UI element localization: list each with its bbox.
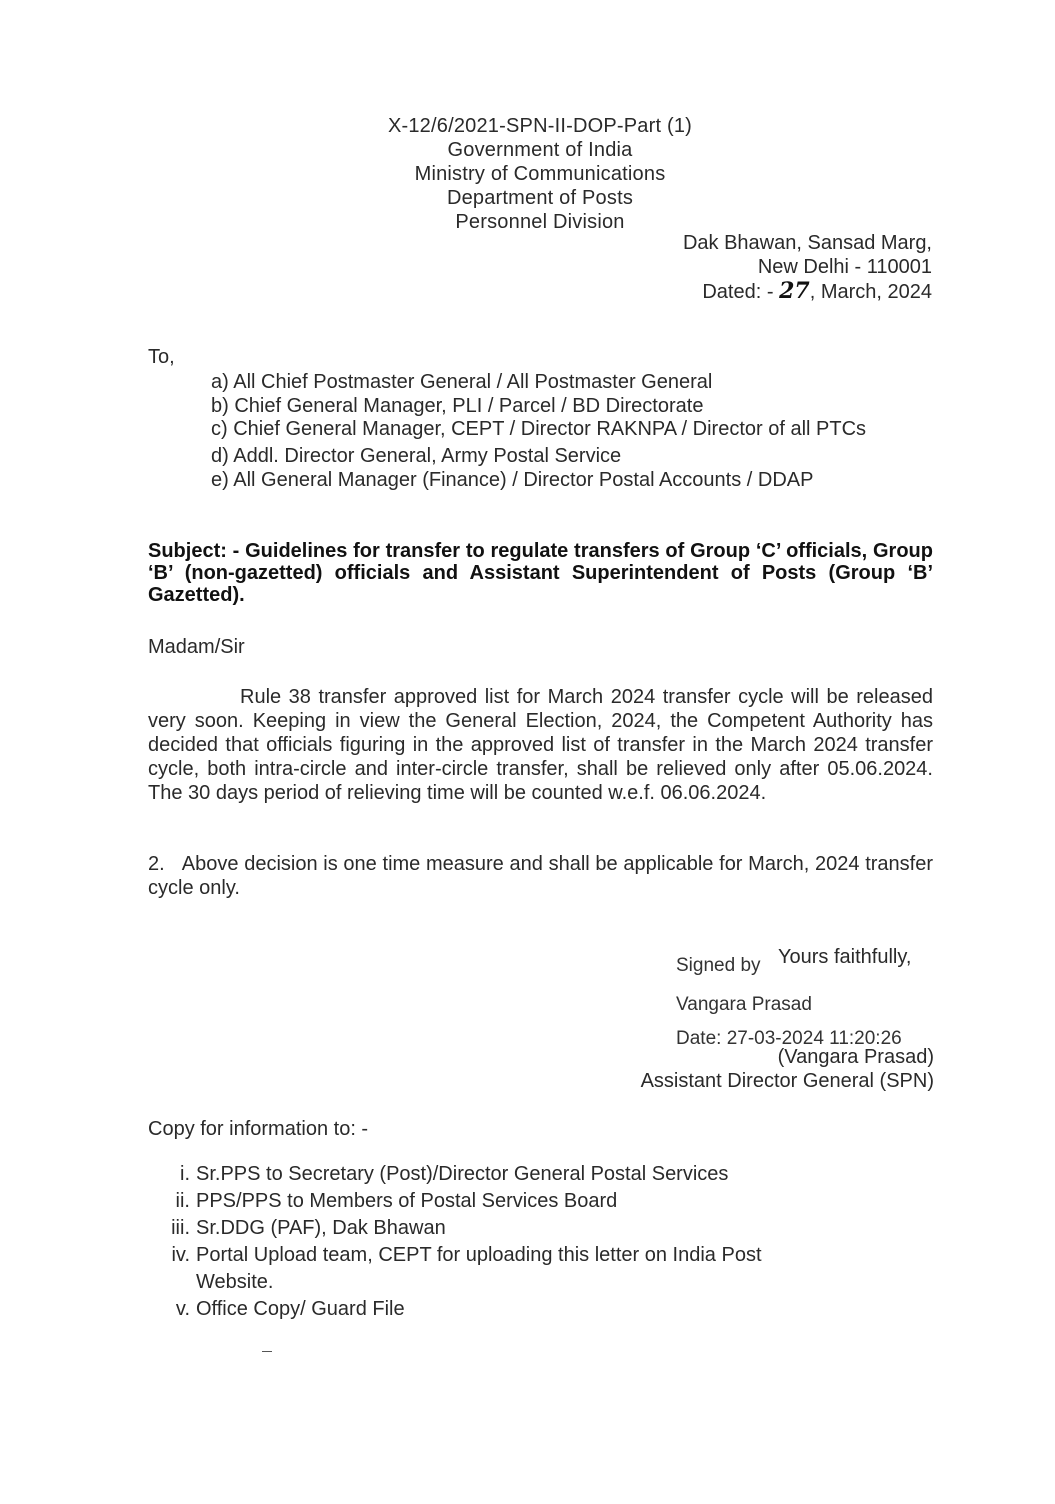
subject: Subject: - Guidelines for transfer to regulate transfers of Group ‘C’ officials, Group ‘B’ (non-gazetted) officials and Assistant Superintendent of Posts (Group ‘B’ Gazetted). [148, 540, 933, 606]
office-address [560, 231, 932, 304]
digital-signature-date: Date: 27-03-2024 11:20:26 [676, 1028, 902, 1049]
signatory-name: (Vangara Prasad) [777, 1046, 934, 1068]
date-prefix: Dated: - [702, 281, 774, 303]
recipient-item: b) Chief General Manager, PLI / Parcel / BD Directorate [211, 395, 704, 417]
handwritten-date: 27 [779, 278, 810, 304]
address-line-2: New Delhi - 110001 [757, 256, 932, 278]
letter-header [300, 114, 780, 234]
date-suffix: March, 2024 [820, 281, 932, 303]
list-item: iv. Portal Upload team, CEPT for uploading this letter on India Post [171, 1244, 762, 1266]
list-item: i. Sr.PPS to Secretary (Post)/Director General Postal Services [180, 1163, 729, 1185]
copy-list [160, 1162, 880, 1324]
paragraph-2-text: Above decision is one time measure and shall be applicable for March, 2024 transfer cycle only. [148, 853, 933, 899]
recipient-item: a) All Chief Postmaster General / All Postmaster General [211, 371, 713, 393]
closing: Yours faithfully, [778, 946, 912, 968]
recipient-item: e) All General Manager (Finance) / Director Postal Accounts / DDAP [211, 469, 814, 491]
to-label: To, [148, 346, 175, 368]
stray-mark [262, 1351, 272, 1352]
digital-signer-name: Vangara Prasad [676, 994, 812, 1015]
copy-label: Copy for information to: - [148, 1118, 369, 1140]
ministry-line: Ministry of Communications [414, 163, 666, 185]
paragraph-2 [148, 852, 933, 900]
recipient-item: d) Addl. Director General, Army Postal Service [211, 445, 622, 467]
division-line: Personnel Division [455, 211, 625, 233]
file-number: X-12/6/2021-SPN-II-DOP-Part (1) [387, 115, 693, 137]
list-item: Website. [196, 1271, 274, 1293]
salutation: Madam/Sir [148, 636, 245, 658]
paragraph-1: Rule 38 transfer approved list for March 2024 transfer cycle will be released very soon. Keeping in view the General Election, 2024, the Competent Authority has decided that officials figuring in the approved list of transfer in the March 2024 transfer cycle, both intra-circle and inter-circle transfer, shall be relieved only after 05.06.2024. The 30 days period of relieving time will be counted w.e.f. 06.06.2024. [148, 686, 933, 804]
signatory-designation: Assistant Director General (SPN) [640, 1070, 934, 1092]
address-line-1: Dak Bhawan, Sansad Marg, [682, 232, 932, 254]
date-line: Dated: - 27, March, 2024 [702, 278, 932, 304]
paragraph-2-number: 2. [148, 853, 165, 875]
signed-by-label: Signed by [676, 955, 761, 976]
department-line: Department of Posts [446, 187, 634, 209]
recipient-list [211, 370, 933, 492]
government-line: Government of India [447, 139, 633, 161]
list-item: iii. Sr.DDG (PAF), Dak Bhawan [171, 1217, 446, 1239]
recipient-item: c) Chief General Manager, CEPT / Director RAKNPA / Director of all PTCs [211, 418, 867, 440]
list-item: ii. PPS/PPS to Members of Postal Services Board [175, 1190, 618, 1212]
list-item: v. Office Copy/ Guard File [175, 1298, 405, 1320]
